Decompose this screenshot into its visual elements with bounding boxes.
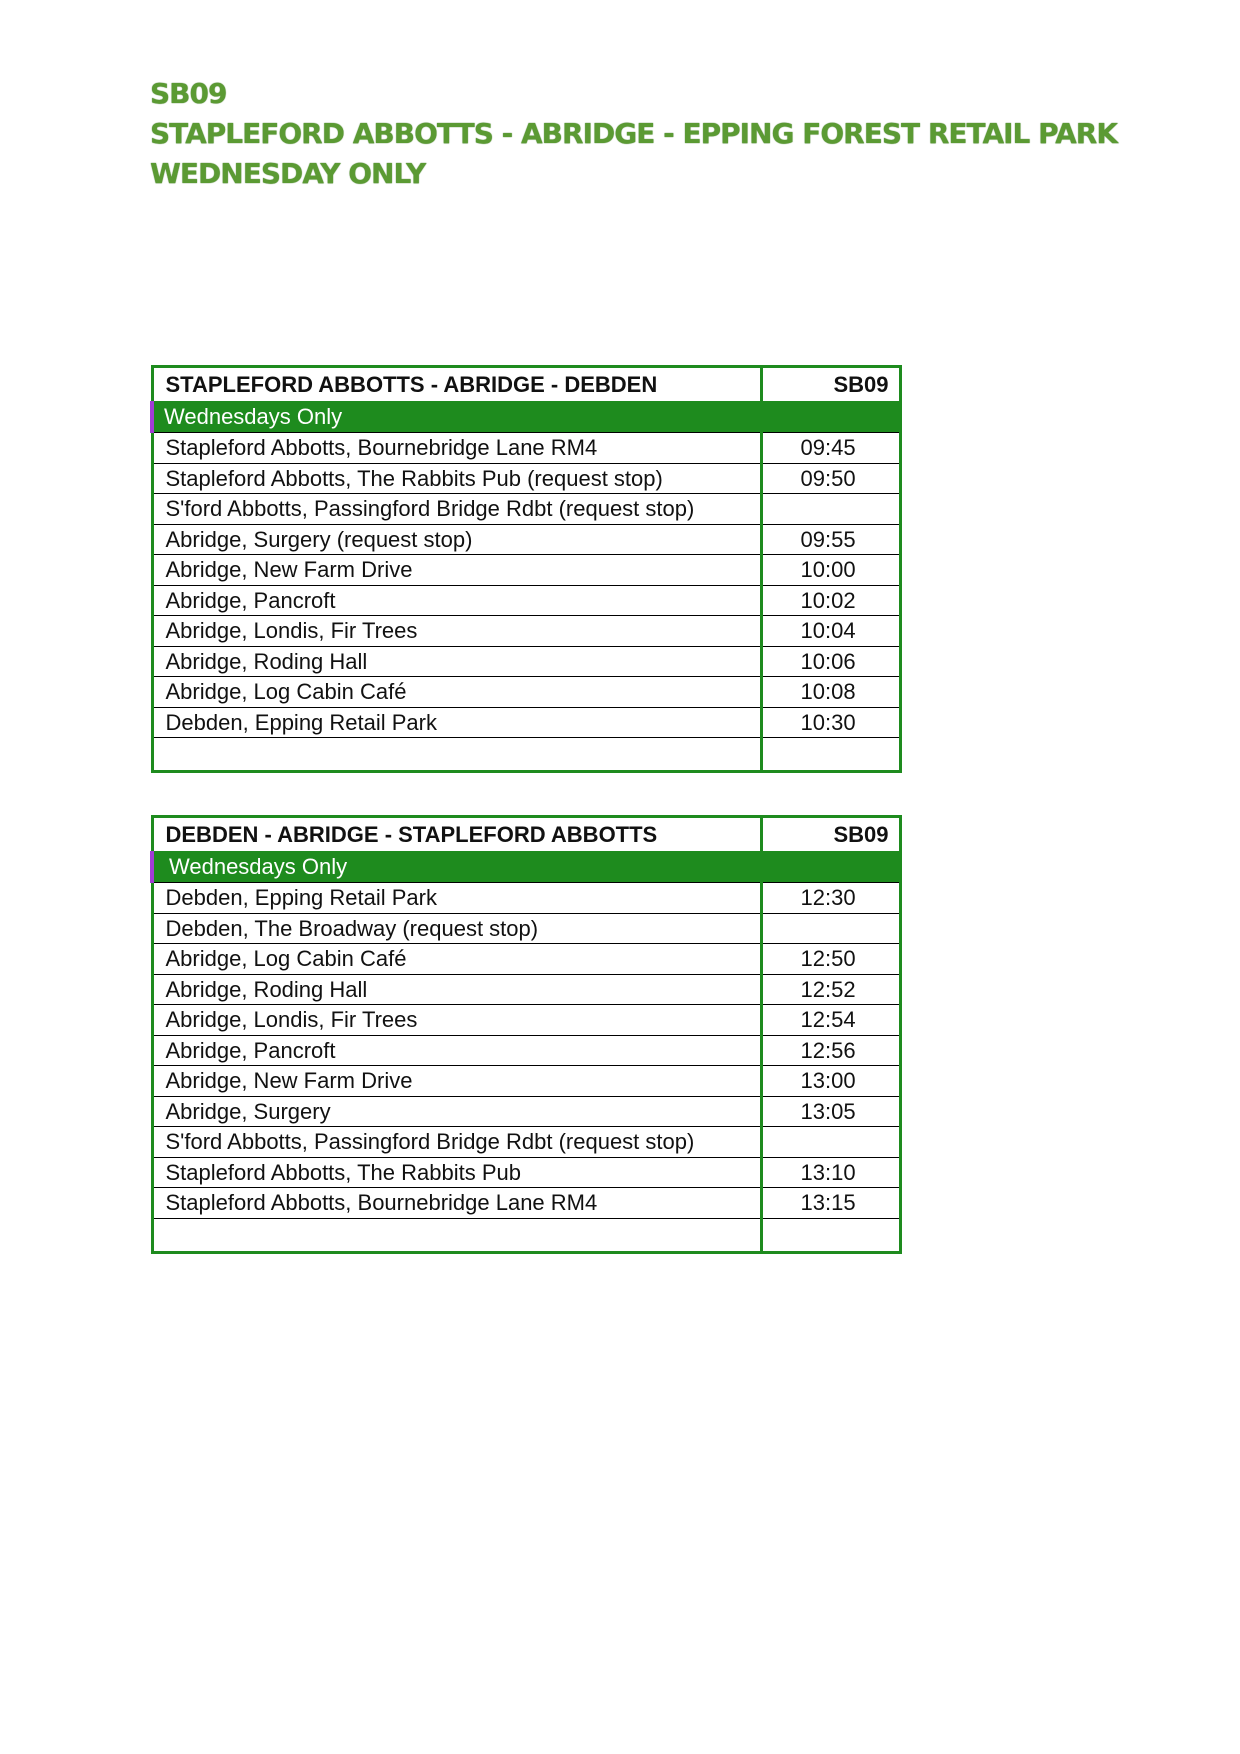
stop-name: Debden, Epping Retail Park: [152, 707, 761, 738]
timetable-row: [152, 707, 900, 738]
stop-name: Abridge, Log Cabin Café: [152, 944, 761, 975]
timetable-row: [152, 974, 900, 1005]
departure-time: 09:45: [761, 433, 900, 464]
stop-name: Stapleford Abbotts, The Rabbits Pub (request stop): [152, 463, 761, 494]
blank-cell: [761, 738, 900, 772]
stop-name: Abridge, Londis, Fir Trees: [152, 616, 761, 647]
departure-time: 09:50: [761, 463, 900, 494]
day-label-row: [152, 851, 900, 883]
stop-name: Abridge, Surgery (request stop): [152, 524, 761, 555]
departure-time: 13:15: [761, 1188, 900, 1219]
timetable-row: [152, 524, 900, 555]
stop-name: Debden, The Broadway (request stop): [152, 913, 761, 944]
stop-name: Abridge, Pancroft: [152, 1035, 761, 1066]
stop-name: Abridge, Roding Hall: [152, 646, 761, 677]
timetable-row: [152, 555, 900, 586]
day-label: Wednesdays Only: [152, 851, 900, 883]
route-number: SB09: [150, 77, 227, 110]
departure-time: 12:56: [761, 1035, 900, 1066]
timetable-title: DEBDEN - ABRIDGE - STAPLEFORD ABBOTTS: [165, 822, 658, 847]
stop-name: Abridge, Log Cabin Café: [152, 677, 761, 708]
departure-time: 13:10: [761, 1157, 900, 1188]
departure-time: [761, 494, 900, 525]
stop-name: Abridge, Londis, Fir Trees: [152, 1005, 761, 1036]
return-timetable: [150, 815, 902, 1254]
stop-name: Abridge, New Farm Drive: [152, 1066, 761, 1097]
timetable-header-row: [152, 817, 900, 852]
blank-cell: [152, 1218, 761, 1252]
timetable-title: STAPLEFORD ABBOTTS - ABRIDGE - DEBDEN: [165, 372, 658, 397]
departure-time: 10:06: [761, 646, 900, 677]
departure-time: [761, 1127, 900, 1158]
stop-name: Abridge, New Farm Drive: [152, 555, 761, 586]
departure-time: [761, 913, 900, 944]
departure-time: 12:54: [761, 1005, 900, 1036]
timetable-row: [152, 585, 900, 616]
timetable-row: [152, 1005, 900, 1036]
return-timetable-body: [152, 817, 900, 1253]
timetable-row: [152, 463, 900, 494]
stop-name: S'ford Abbotts, Passingford Bridge Rdbt (request stop): [152, 1127, 761, 1158]
day-label: Wednesdays Only: [152, 401, 900, 433]
timetable-row: [152, 883, 900, 914]
timetable-row: [152, 646, 900, 677]
departure-time: 12:50: [761, 944, 900, 975]
timetable-row: [152, 1188, 900, 1219]
timetable-row: [152, 913, 900, 944]
stop-name: Abridge, Surgery: [152, 1096, 761, 1127]
timetable-row: [152, 433, 900, 464]
timetable-header-row: [152, 367, 900, 402]
timetable-row: [152, 944, 900, 975]
stop-name: Debden, Epping Retail Park: [152, 883, 761, 914]
timetable-row: [152, 494, 900, 525]
stop-name: Abridge, Pancroft: [152, 585, 761, 616]
outbound-timetable-body: [152, 367, 900, 772]
timetable-row: [152, 1066, 900, 1097]
departure-time: 09:55: [761, 524, 900, 555]
blank-cell: [152, 738, 761, 772]
timetable-row: [152, 616, 900, 647]
departure-time: 12:30: [761, 883, 900, 914]
departure-time: 10:30: [761, 707, 900, 738]
stop-name: Stapleford Abbotts, Bournebridge Lane RM4: [152, 1188, 761, 1219]
outbound-timetable: [150, 365, 902, 773]
departure-time: 10:02: [761, 585, 900, 616]
timetable-row: [152, 1096, 900, 1127]
stop-name: Stapleford Abbotts, The Rabbits Pub: [152, 1157, 761, 1188]
timetable-row: [152, 1035, 900, 1066]
route-code: SB09: [761, 817, 900, 852]
stop-name: S'ford Abbotts, Passingford Bridge Rdbt (request stop): [152, 494, 761, 525]
departure-time: 10:04: [761, 616, 900, 647]
timetable-row: [152, 677, 900, 708]
departure-time: 10:08: [761, 677, 900, 708]
stop-name: Abridge, Roding Hall: [152, 974, 761, 1005]
timetable-row: [152, 1127, 900, 1158]
document-header: [150, 74, 1150, 194]
route-code: SB09: [761, 367, 900, 402]
day-label-row: [152, 401, 900, 433]
departure-time: 13:05: [761, 1096, 900, 1127]
operating-days: WEDNESDAY ONLY: [150, 157, 426, 190]
route-name: STAPLEFORD ABBOTTS - ABRIDGE - EPPING FOREST RETAIL PARK: [150, 117, 1118, 150]
stop-name: Stapleford Abbotts, Bournebridge Lane RM4: [152, 433, 761, 464]
departure-time: 10:00: [761, 555, 900, 586]
blank-row: [152, 738, 900, 772]
timetable-row: [152, 1157, 900, 1188]
departure-time: 13:00: [761, 1066, 900, 1097]
blank-row: [152, 1218, 900, 1252]
blank-cell: [761, 1218, 900, 1252]
departure-time: 12:52: [761, 974, 900, 1005]
